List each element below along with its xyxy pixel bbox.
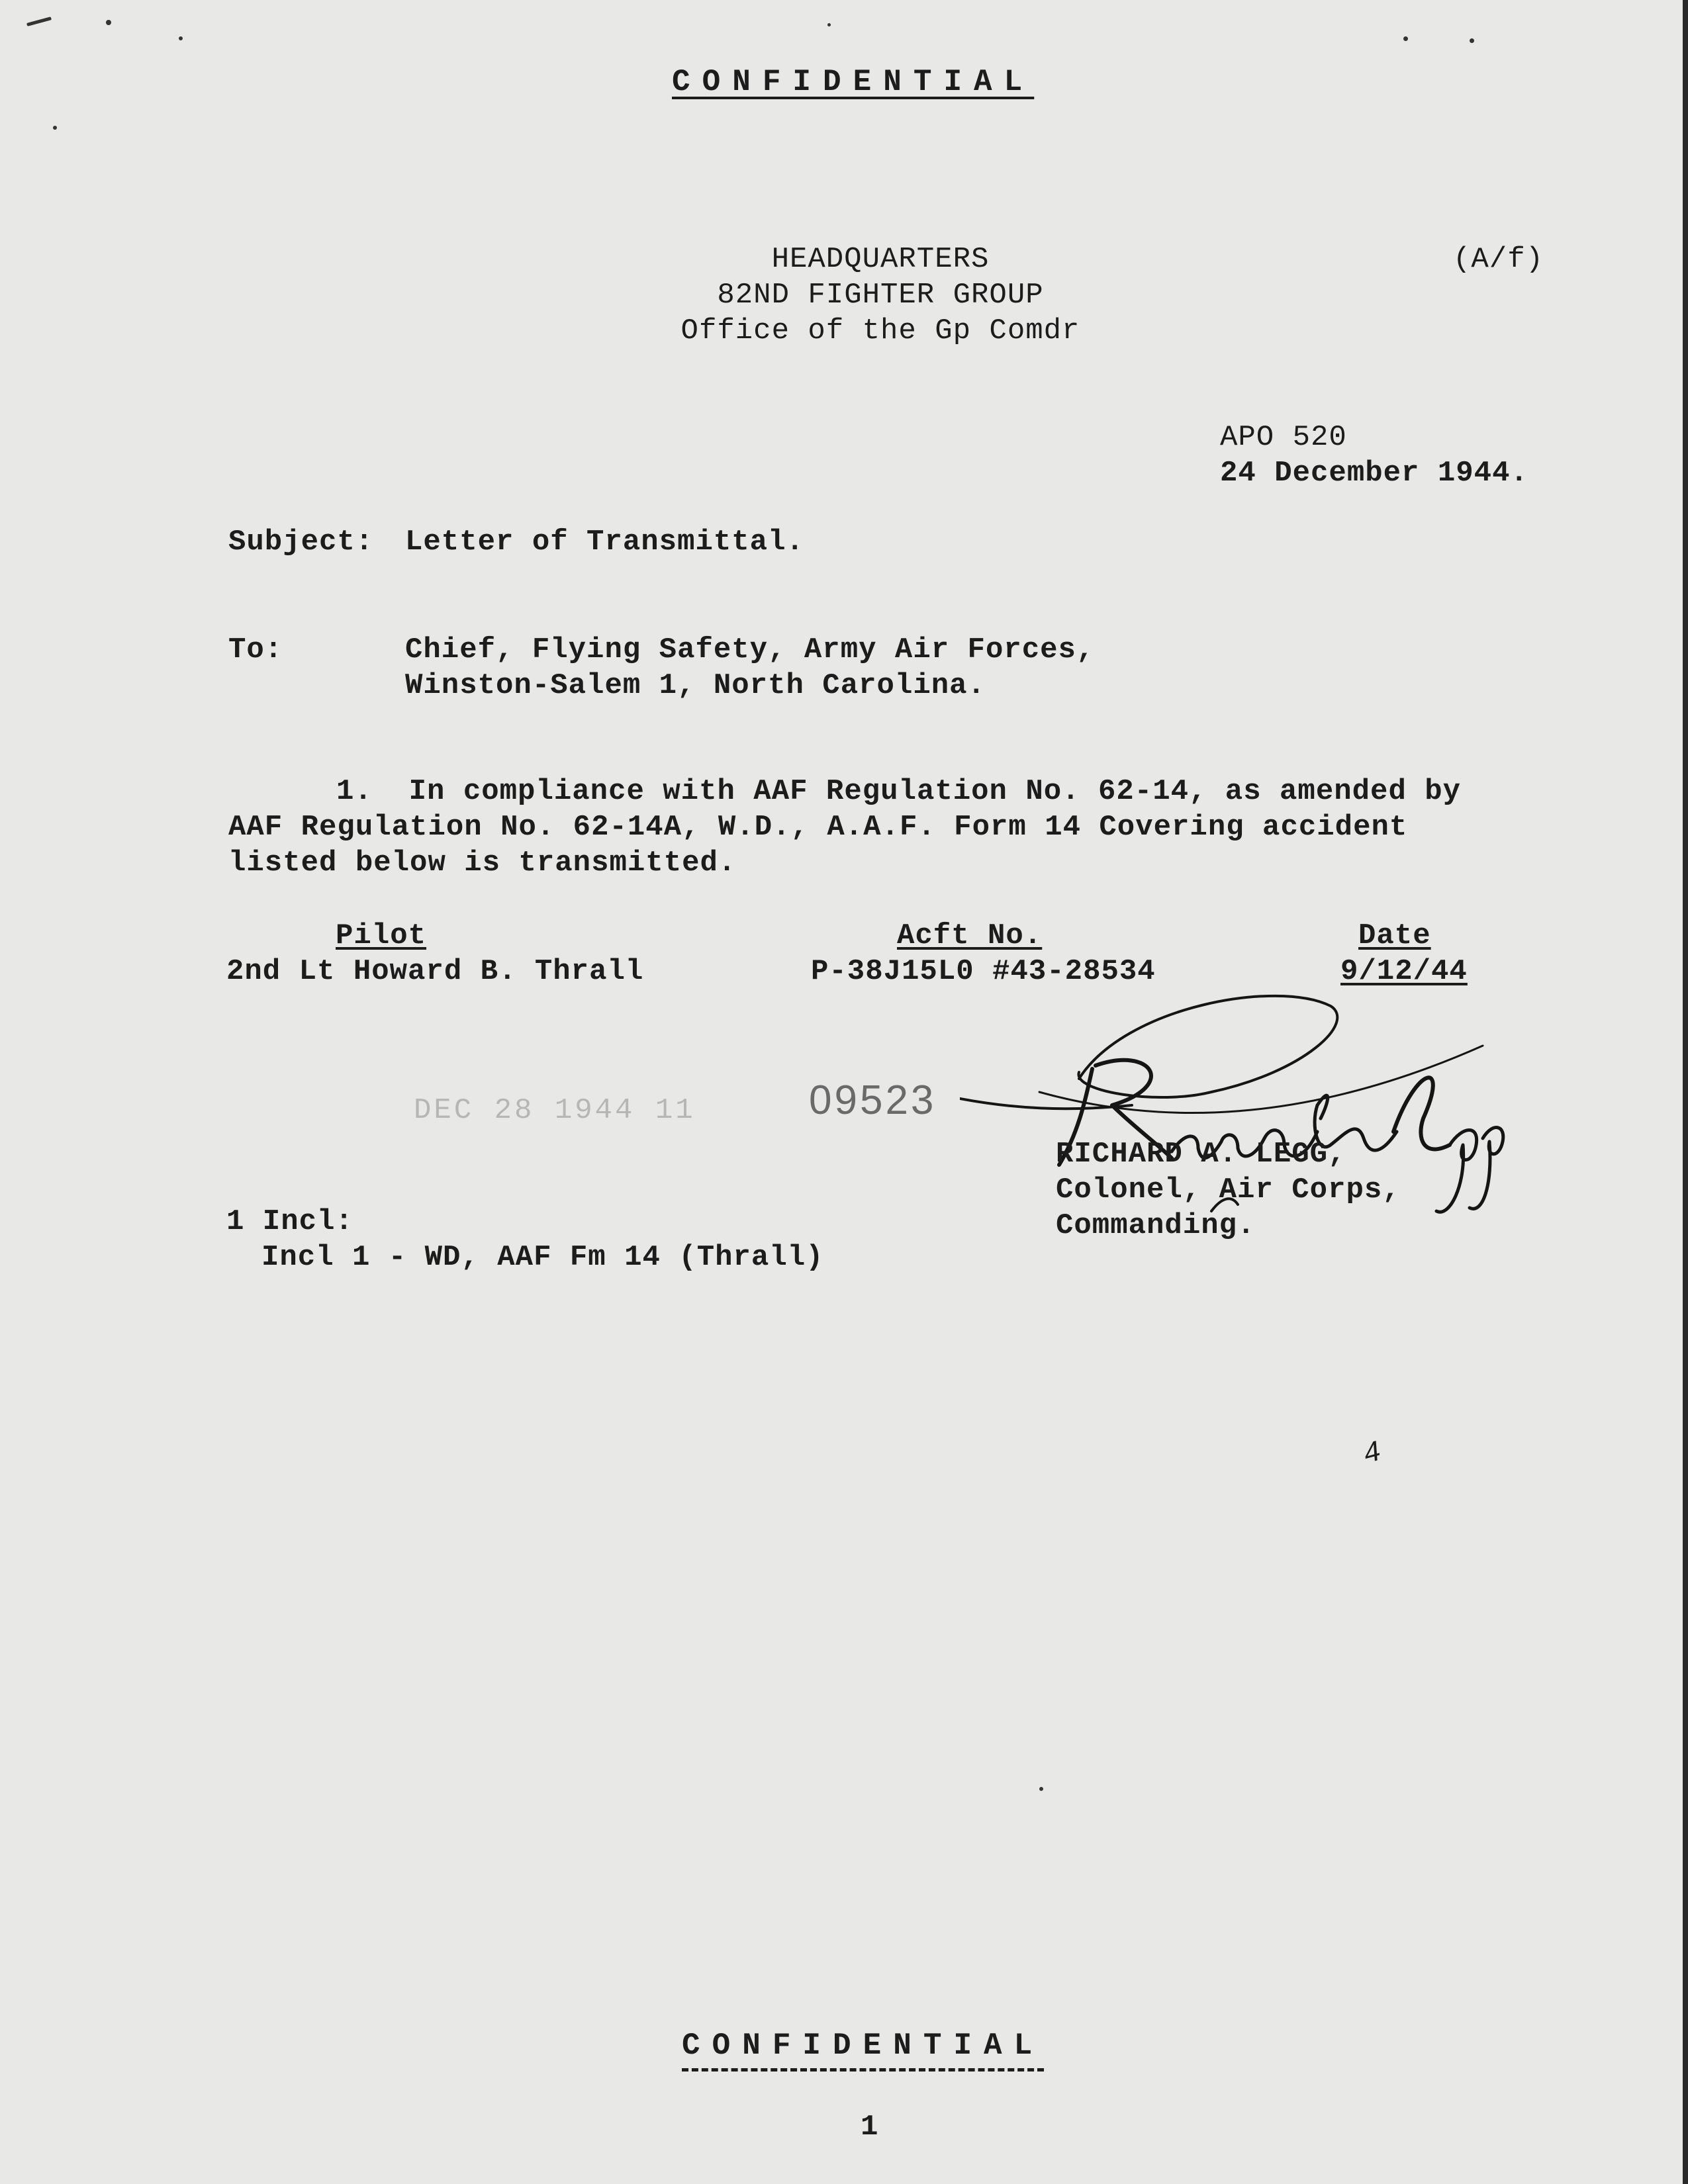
- page-number: 1: [861, 2111, 879, 2144]
- margin-mark: 4: [1359, 1435, 1386, 1473]
- signer-name: RICHARD A. LEGG,: [1056, 1138, 1346, 1171]
- scan-speck: [1039, 1787, 1043, 1791]
- scan-speck: [179, 36, 183, 40]
- aircraft-cell: P-38J15L0 #43-28534: [811, 955, 1156, 988]
- column-header-aircraft: Acft No.: [897, 919, 1043, 952]
- signer-title: Commanding.: [1056, 1209, 1256, 1242]
- to-line-1: Chief, Flying Safety, Army Air Forces,: [405, 633, 1095, 666]
- heading-line-2: 82ND FIGHTER GROUP: [717, 279, 1044, 312]
- inclosure-item: Incl 1 - WD, AAF Fm 14 (Thrall): [261, 1241, 824, 1274]
- corner-note: (A/f): [1453, 243, 1544, 276]
- scan-speck: [106, 20, 111, 25]
- column-header-date: Date: [1358, 919, 1431, 952]
- signer-rank: Colonel, Air Corps,: [1056, 1173, 1401, 1206]
- body-line-2: AAF Regulation No. 62-14A, W.D., A.A.F. Form 14 Covering accident: [228, 811, 1408, 844]
- to-label: To:: [228, 633, 283, 666]
- scan-speck: [1470, 38, 1474, 43]
- column-header-pilot: Pilot: [336, 919, 427, 952]
- scan-mark: [26, 17, 52, 26]
- classification-top: CONFIDENTIAL: [672, 65, 1035, 99]
- subject-text: Letter of Transmittal.: [405, 525, 804, 559]
- classification-bottom: CONFIDENTIAL: [682, 2028, 1044, 2071]
- apo-line: APO 520: [1220, 421, 1347, 454]
- body-line-3: listed below is transmitted.: [228, 846, 737, 880]
- inclosure-count: 1 Incl:: [226, 1205, 353, 1238]
- received-stamp: DEC 28 1944 11: [414, 1094, 696, 1127]
- scan-speck: [827, 23, 831, 26]
- scan-speck: [1403, 36, 1408, 41]
- heading-line-1: HEADQUARTERS: [771, 243, 990, 276]
- subject-label: Subject:: [228, 525, 374, 559]
- to-line-2: Winston-Salem 1, North Carolina.: [405, 669, 986, 702]
- heading-line-3: Office of the Gp Comdr: [680, 314, 1080, 347]
- scan-speck: [53, 126, 57, 130]
- scan-edge: [1683, 0, 1688, 2184]
- file-number-stamp: 09523: [809, 1077, 937, 1123]
- body-line-1: 1. In compliance with AAF Regulation No. 62-14, as amended by: [336, 775, 1462, 808]
- letter-date: 24 December 1944.: [1220, 457, 1528, 490]
- date-cell: 9/12/44: [1340, 955, 1468, 988]
- pilot-cell: 2nd Lt Howard B. Thrall: [226, 955, 644, 988]
